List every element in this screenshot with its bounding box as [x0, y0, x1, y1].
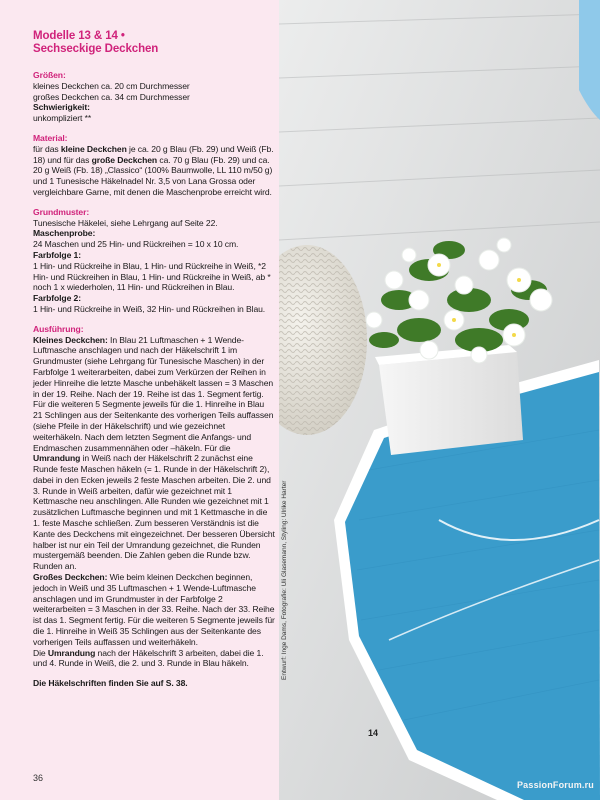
farbfolge1-value: 1 Hin- und Rückreihe in Blau, 1 Hin- und Rückreihe in Weiß, *2 Hin- und Rückreihen in Blau, 1 Hin- und Rückreihe in Weiß, ab * noch 1 x wiederholen, 11 Hin- und Rückreihen in Blau.: [33, 260, 271, 293]
groessen-label: Größen:: [33, 70, 66, 80]
material-text-3: ca. 70 g Blau (Fb. 29) und ca. 20 g Weiß (Fb. 18) „Classico“ (100% Baumwolle, LL 110 m/50 g) und 1 Tunesische Häkelnadel Nr. 3,5 von Lana Grossa oder vergleichbare Garne, mit denen die Maschenprobe erreicht wird.: [33, 154, 273, 197]
schwierigkeit-label: Schwierigkeit:: [33, 102, 90, 113]
product-photo: [279, 0, 600, 800]
material-small-label: kleine Deckchen: [60, 143, 127, 154]
klein-label: Kleines Deckchen:: [33, 334, 108, 345]
klein-text: In Blau 21 Luftmaschen + 1 Wende-Luftmasche anschlagen und nach der Häkelschrift 1 im Grundmuster (siehe Lehrgang für Tunesische Maschen) in der Farbfolge 1 weiterarbeiten, dabei zum Verkürzen der Reihen in jeder Hinreihe die letzte Masche unbehäkelt lassen = 3 Maschen in der 19. Reihe. Nach der 19. Reihe ist das 1. Segment fertig. Für die weiteren 5 Segmente jeweils für die 1. Hinreihe in Blau 21 Schlingen aus der Seitenkante des vorherigen Teils auffassen (siehe Pfeile in der Häkelschrift) und wie gezeichnet weiterhäkeln. Nach dem letzten Segment die Anfangs- und Endmaschen zusammennähen oder –häkeln. Für die: [33, 334, 274, 453]
material-text: [33, 144, 275, 198]
flower-pot: [379, 352, 523, 455]
photo-credit: Entwurf: Inge Dams, Fotografie: Uli Glasemann, Styling: Ulrike Harter: [281, 480, 288, 680]
maschenprobe-value: 24 Maschen und 25 Hin- und Rückreihen = 10 x 10 cm.: [33, 239, 239, 250]
gross-umrandung-label: Umrandung: [47, 647, 96, 658]
ausfuehrung-label: Ausführung:: [33, 323, 84, 334]
text-column: [0, 0, 279, 800]
gross-umrandung-paragraph: [33, 648, 275, 670]
maschenprobe-label: Maschenprobe:: [33, 228, 96, 239]
title-line-1: Modelle 13 & 14 •: [33, 30, 125, 42]
grundmuster-label: Grundmuster:: [33, 206, 90, 217]
gross-paragraph: [33, 572, 275, 648]
gross-label: Großes Deckchen:: [33, 572, 108, 583]
page-number: 36: [33, 773, 44, 783]
farbfolge2-value: 1 Hin- und Rückreihe in Weiß, 32 Hin- und Rückreihen in Blau.: [33, 303, 266, 314]
gross-umrandung-text: nach der Häkelschrift 3 arbeiten, dabei die 1. und 4. Runde in Weiß, die 2. und 3. Runde in Blau häkeln.: [33, 647, 264, 669]
photo-illustration: [279, 0, 600, 800]
title-line-2: Sechseckige Deckchen: [33, 43, 159, 55]
material-text-1: für das: [33, 143, 59, 154]
material-large-label: große Deckchen: [91, 154, 158, 165]
umrandung-label: Umrandung: [33, 453, 81, 464]
klein-paragraph: [33, 335, 275, 573]
gross-text: Wie beim kleinen Deckchen beginnen, jedoch in Weiß und 35 Luftmaschen + 1 Wende-Luftmasche anschlagen und im Grundmuster in der Farbfolge 2 weiterarbeiten = 3 Maschen in der 33. Reihe. Nach der 33. Reihe ist das 1. Segment fertig. Für die weiteren 5 Segmente jeweils für die 1. Hinreihe in Weiß 35 Schlingen aus der Seitenkante des vorherigen Teils auffassen und weiterhäkeln.: [33, 572, 275, 647]
schwierigkeit-value: unkompliziert **: [33, 113, 92, 124]
klein-text-2: in Weiß nach der Häkelschrift 2 zunächst eine Runde feste Maschen häkeln (= 1. Runde in der Häkelschrift 2), dabei in den Ecken jeweils 2 feste Maschen arbeiten. Die 2. und 3. Runde in Weiß arbeiten, dafür wie gezeichnet mit 1 Kettmasche neu anschlingen. Alle Runden wie gezeichnet mit 1 zusätzlichen Luftmasche beginnen und mit 1 Kettmasche in die 1. feste Masche schließen. Zum besseren Verständnis ist die Kante des Deckchens mit eingezeichnet. Der besseren Übersicht halber ist nur ein Teil der Umrandung gezeichnet, die Runden mustergemäß beenden. Die Zahlen geben die Runde bzw. Runden an.: [33, 453, 275, 572]
grundmuster-value: Tunesische Häkelei, siehe Lehrgang auf Seite 22.: [33, 217, 218, 228]
watermark: PassionForum.ru: [516, 780, 594, 790]
material-text-2: je ca. 20 g Blau (Fb. 29) und Weiß (Fb. 18) und für das: [33, 143, 274, 165]
pattern-instructions: [33, 30, 275, 689]
farbfolge1-label: Farbfolge 1:: [33, 249, 81, 260]
farbfolge2-label: Farbfolge 2:: [33, 293, 81, 304]
gross-umrandung-pre: Die: [33, 647, 46, 658]
footer-note: Die Häkelschriften finden Sie auf S. 38.: [33, 678, 188, 689]
material-label: Material:: [33, 132, 68, 143]
groessen-small: kleines Deckchen ca. 20 cm Durchmesser: [33, 80, 190, 91]
photo-model-number: 14: [368, 728, 379, 738]
groessen-large: großes Deckchen ca. 34 cm Durchmesser: [33, 91, 190, 102]
